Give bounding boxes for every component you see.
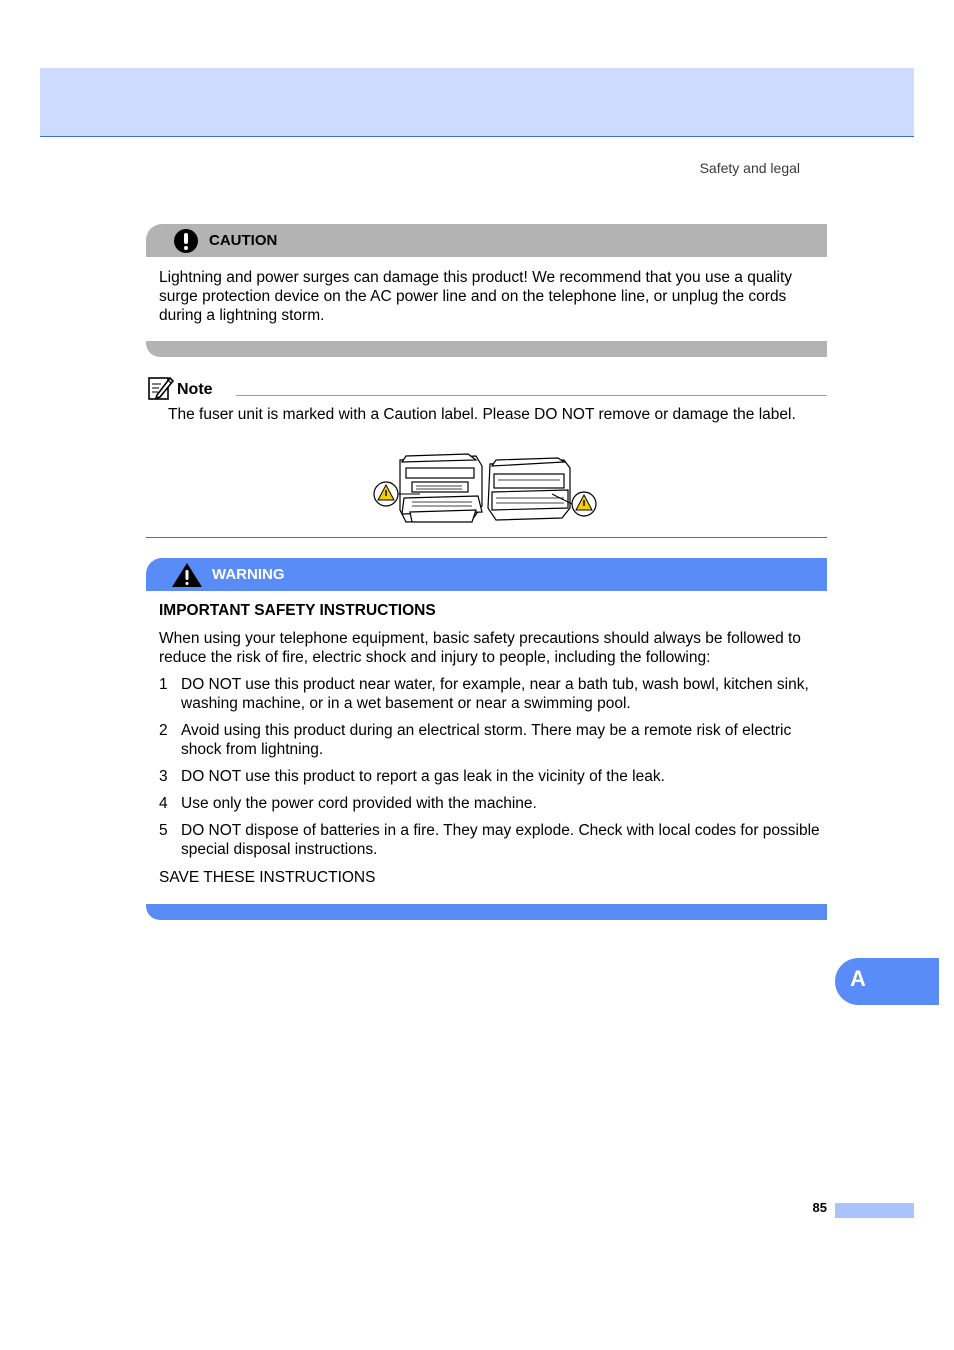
caution-text: Lightning and power surges can damage this product! We recommend that you use a quality surge protection device on the AC power line and on the telephone line, or unplug the cords during a lightning storm. (159, 269, 793, 324)
warning-title: WARNING (212, 566, 285, 583)
note-end-rule (146, 537, 827, 538)
warning-closing: SAVE THESE INSTRUCTIONS (159, 869, 376, 886)
list-number: 2 (159, 722, 168, 739)
caution-header (146, 224, 827, 257)
list-text: Avoid using this product during an electrical storm. There may be a remote risk of electric shock from lightning. (181, 722, 792, 758)
page-number-band (835, 1203, 914, 1218)
note-title: Note (177, 381, 213, 398)
appendix-tab (835, 958, 939, 1005)
list-text: DO NOT dispose of batteries in a fire. They may explode. Check with local codes for possible special disposal instructions. (181, 822, 820, 858)
warning-footer-bar (146, 904, 827, 920)
list-item (159, 794, 827, 813)
list-item (159, 721, 827, 759)
pencil-note-icon (148, 375, 174, 401)
list-number: 5 (159, 822, 168, 839)
machine-illustration (372, 450, 600, 526)
list-item (159, 675, 827, 713)
header-band (40, 68, 914, 137)
caution-footer-bar (146, 341, 827, 357)
list-text: DO NOT use this product to report a gas leak in the vicinity of the leak. (181, 768, 665, 785)
warning-header (146, 558, 827, 591)
list-item (159, 821, 827, 859)
list-number: 3 (159, 768, 168, 785)
list-item (159, 767, 827, 786)
warning-triangle-icon (171, 562, 203, 588)
list-text: DO NOT use this product near water, for example, near a bath tub, wash bowl, kitchen sink, washing machine, or in a wet basement or near a swimming pool. (181, 676, 809, 712)
safety-instruction-list (159, 675, 827, 867)
warning-heading: IMPORTANT SAFETY INSTRUCTIONS (159, 602, 436, 619)
caution-title: CAUTION (209, 232, 278, 249)
note-rule (236, 395, 827, 396)
list-number: 4 (159, 795, 168, 812)
note-text: The fuser unit is marked with a Caution label. Please DO NOT remove or damage the label. (168, 406, 796, 423)
running-head: Safety and legal (699, 160, 800, 176)
page-number: 85 (812, 1200, 827, 1215)
appendix-tab-letter: A (850, 966, 866, 991)
list-number: 1 (159, 676, 168, 693)
list-text: Use only the power cord provided with the machine. (181, 795, 537, 812)
warning-intro: When using your telephone equipment, basic safety precautions should always be followed to reduce the risk of fire, electric shock and injury to people, including the following: (159, 630, 801, 666)
exclamation-circle-icon (174, 229, 198, 253)
